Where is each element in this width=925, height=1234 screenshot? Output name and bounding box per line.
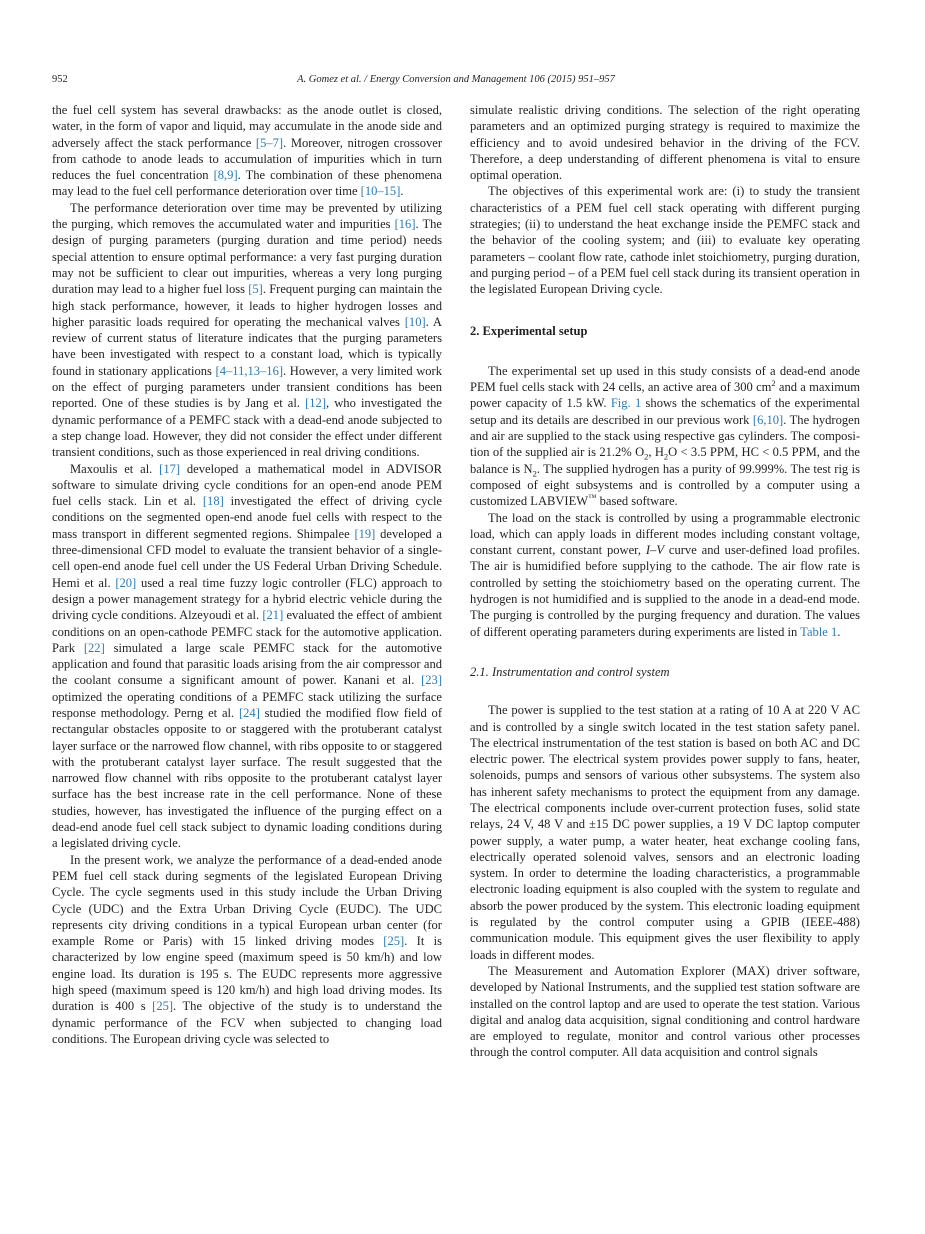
figure-link[interactable]: Fig. 1 [610, 396, 642, 411]
paragraph: simulate realistic driving conditions. The selection of the right operating parameters and an optimized purging strategy is required to maximize the efficiency and to avoid undesired behavior in the driving of the FCV. Therefore, a deep understanding of different phenomena is vital to ensure optimal operation. [470, 103, 860, 183]
citation-link[interactable]: [5–7] [255, 135, 284, 150]
citation-link[interactable]: [16] [394, 217, 416, 232]
paragraph: The performance deterioration over time may be prevented by utilizing the purging, which removes the accumulated water and impurities [16]. The design of purging parameters (purging duration and time period) needs special attention to ensure optimal performance: a very fast purging duration may not be sufficient to clear out impurities, whereas a very long purging duration may lead to a higher fuel loss [5]. Frequent purging can maintain the high stack performance, however, it leads to higher hydrogen losses and higher parasitic loads required for operating the mechanical valves [10]. A review of current status of literature indicates that the purging parameters have been investigated with respect to a constant load, which is typically found in stationary applications [4–11,13–16]. However, a very limited work on the effect of purging parameters under transient conditions has been reported. One of these studies is by Jang et al. [12], who investigated the dynamic performance of a PEMFC stack with a dead-end anode subjected to a step change load. However, they did not consider the effect under different transient conditions, such as those experienced in real driving conditions. [52, 200, 442, 460]
page-number: 952 [52, 74, 68, 85]
citation-link[interactable]: [22] [83, 640, 105, 655]
citation-link[interactable]: [4–11,13–16] [215, 363, 284, 378]
paragraph: The power is supplied to the test station at a rating of 10 A at 220 V AC and is controlled by a single switch located in the test station safety panel. The electrical instrumentation of the test station is based on both AC and DC electric power. The electrical system provides power supply to fans, heater, solenoids, pumps and sensors of various other subsystems. The system also has inherent safety mechanisms to protect the equipment from any damage. The electrical components include over-current protection fuses, solid state relays, 24 V, 48 V and ±15 DC power supplies, a 19 V DC laptop computer power supply, a water pump, a water heater, heat exchange cooling fans, electrically operated solenoid valves, sensors and an electronic loading system. In order to determine the loading characteristics, a programmable electronic loading equipment is also coupled with the system to regulate and absorb the power produced by the system. This electronic loading equipment is regulated by the control computer using a GPIB (IEEE-488) communication module. This equipment gives the user flexibility to apply loads in different modes. [470, 703, 860, 962]
citation-link[interactable]: [18] [202, 494, 224, 509]
citation-link[interactable]: [24] [238, 705, 260, 720]
table-link[interactable]: Table 1 [800, 624, 838, 639]
citation-link[interactable]: [10] [404, 314, 426, 329]
paragraph: Maxoulis et al. [17] developed a mathematical model in ADVISOR software to simulate driving cycle conditions for an open-end anode PEM fuel cells stack. Lin et al. [18] investigated the effect of driving cycle conditions on the segmented open-end anode fuel cells with respect to the mass transport in different segmented regions. Shimpalee [19] developed a three-dimensional CFD model to evaluate the transient behavior of a single-cell open-end anode fuel cell under the US Federal Urban Driving Schedule. Hemi et al. [20] used a real time fuzzy logic controller (FLC) approach to design a power management strategy for a hybrid electric vehicle during the driving cycle conditions. Alzeyoudi et al. [21] evaluated the effect of ambient conditions on an open-cathode PEMFC stack for the automotive application. Park [22] simulated a large scale PEMFC stack for the automotive application and found that parasitic loads arising from the air compressor and the coolant consume a significant amount of power. Kanani et al. [23] optimized the operating conditions of a PEMFC stack utilizing the surface response methodology. Perng et al. [24] studied the modified flow field of rectangular obstacles opposite to or staggered with the protuberant catalyst layer surface or the narrowed flow channel, with ribs opposite to or staggered with the protuberant catalyst layer surface. The result suggested that the narrowed flow channel with ribs opposite to the protuberant catalyst layer surface has the best increase rate in the cell performance. None of these studies, however, has investigated the influence of the purging effect on a dead-end anode fuel cell stack subject to dynamic loading conditions during a legislated driving cycle. [52, 461, 443, 851]
citation-link[interactable]: [12] [305, 396, 326, 411]
citation-link[interactable]: [23] [421, 673, 442, 688]
citation-link[interactable]: [25] [383, 934, 405, 949]
section-heading: 2. Experimental setup [470, 323, 588, 338]
running-title: A. Gomez et al. / Energy Conversion and Management 106 (2015) 951–957 [297, 74, 615, 85]
right-column [470, 102, 860, 1061]
paragraph: In the present work, we analyze the performance of a dead-ended anode PEM fuel cell stack during segments of the legislated European Driving Cycle. The cycle segments used in this study include the Urban Driving Cycle (UDC) and the Extra Urban Driving Cycle (EUDC). The UDC represents city driving conditions in a typical European urban center (for example Rome or Paris) with 15 linked driving modes [25]. It is characterized by low engine speed (maximum speed is 50 km/h) and low engine load. Its duration is 195 s. The EUDC represents more aggressive high speed (maximum speed is 120 km/h) and high load driving modes. Its duration is 400 s [25]. The objective of the study is to understand the dynamic performance of the FCV when subjected to changing load conditions. The European driving cycle was selected to [52, 852, 442, 1046]
paragraph: The experimental set up used in this study consists of a dead-end anode PEM fuel cells stack with 24 cells, an active area of 300 $cm^2$ and a maximum power capacity of 1.5 kW. Fig. 1 shows the schematics of the experimental setup and its details are described in our previous work [6,10]. The hydrogen and air are supplied to the stack using respective gas cylinders. The composition of the supplied air is 21.2% $O_2$, $H_2O < 3.5$ PPM, HC < 0.5 PPM, and the balance is $N_2$. The supplied hydrogen has a purity of 99.999%. The test rig is composed of eight subsystems and is controlled by a computer using a customized LABVIEW™ based software. [470, 363, 861, 509]
citation-link[interactable]: [8,9] [213, 168, 238, 183]
citation-link[interactable]: [20] [115, 575, 137, 590]
citation-link[interactable]: [25] [152, 999, 174, 1014]
paragraph: The Measurement and Automation Explorer (MAX) driver software, developed by National Instruments, and the supplied test station software are installed on the control laptop and are used to operate the test station. Various digital and analog data acquisition, signal conditioning and control hardware are employed to regulate, monitor and control various other processes through the control computer. All data acquisition and control signals [470, 963, 860, 1060]
paragraph: the fuel cell system has several drawbacks: as the anode outlet is closed, water, in the form of vapor and liquid, may accumulate in the anode side and adversely affect the stack performance [5–7]. Moreover, nitrogen crossover from cathode to anode leads to accumulation of impurities which in turn reduces the fuel concentration [8,9]. The combination of these phenomena may lead to the fuel cell performance deterioration over time [10–15]. [52, 103, 443, 199]
page-header [52, 72, 860, 88]
citation-link[interactable]: [17] [159, 461, 181, 476]
paragraph: The objectives of this experimental work are: (i) to study the transient characteristics of a PEM fuel cell stack operating with different purging strategies; (ii) to understand the heat exchange inside the PEMFC stack and the behavior of the cooling system; and (iii) to evaluate key operating parameters – coolant flow rate, cathode inlet stoichiometry, purging duration, and purging period – of a PEM fuel cell stack during its transient operation in the legislated European Driving cycle. [470, 184, 860, 297]
citation-link[interactable]: [10–15] [360, 184, 401, 199]
paragraph: The load on the stack is controlled by using a programmable electronic load, which can apply loads in different modes including constant voltage, constant current, constant power, I–V curve and user-defined load profiles. The air is humidified before supplying to the cathode. The air flow rate is controlled by setting the stoichiometry based on the operating current. The hydrogen is not humidified and is supplied to the anode in a dead-end mode. The purging is controlled by the purging frequency and duration. The values of different operating parameters during experiments are listed in Table 1. [470, 510, 860, 639]
subsection-heading: 2.1. Instrumentation and control system [470, 664, 670, 679]
left-column [52, 102, 442, 1047]
citation-link[interactable]: [5] [248, 282, 263, 297]
citation-link[interactable]: [19] [354, 526, 376, 541]
citation-link[interactable]: [21] [262, 608, 284, 623]
citation-link[interactable]: [6,10] [752, 412, 784, 427]
